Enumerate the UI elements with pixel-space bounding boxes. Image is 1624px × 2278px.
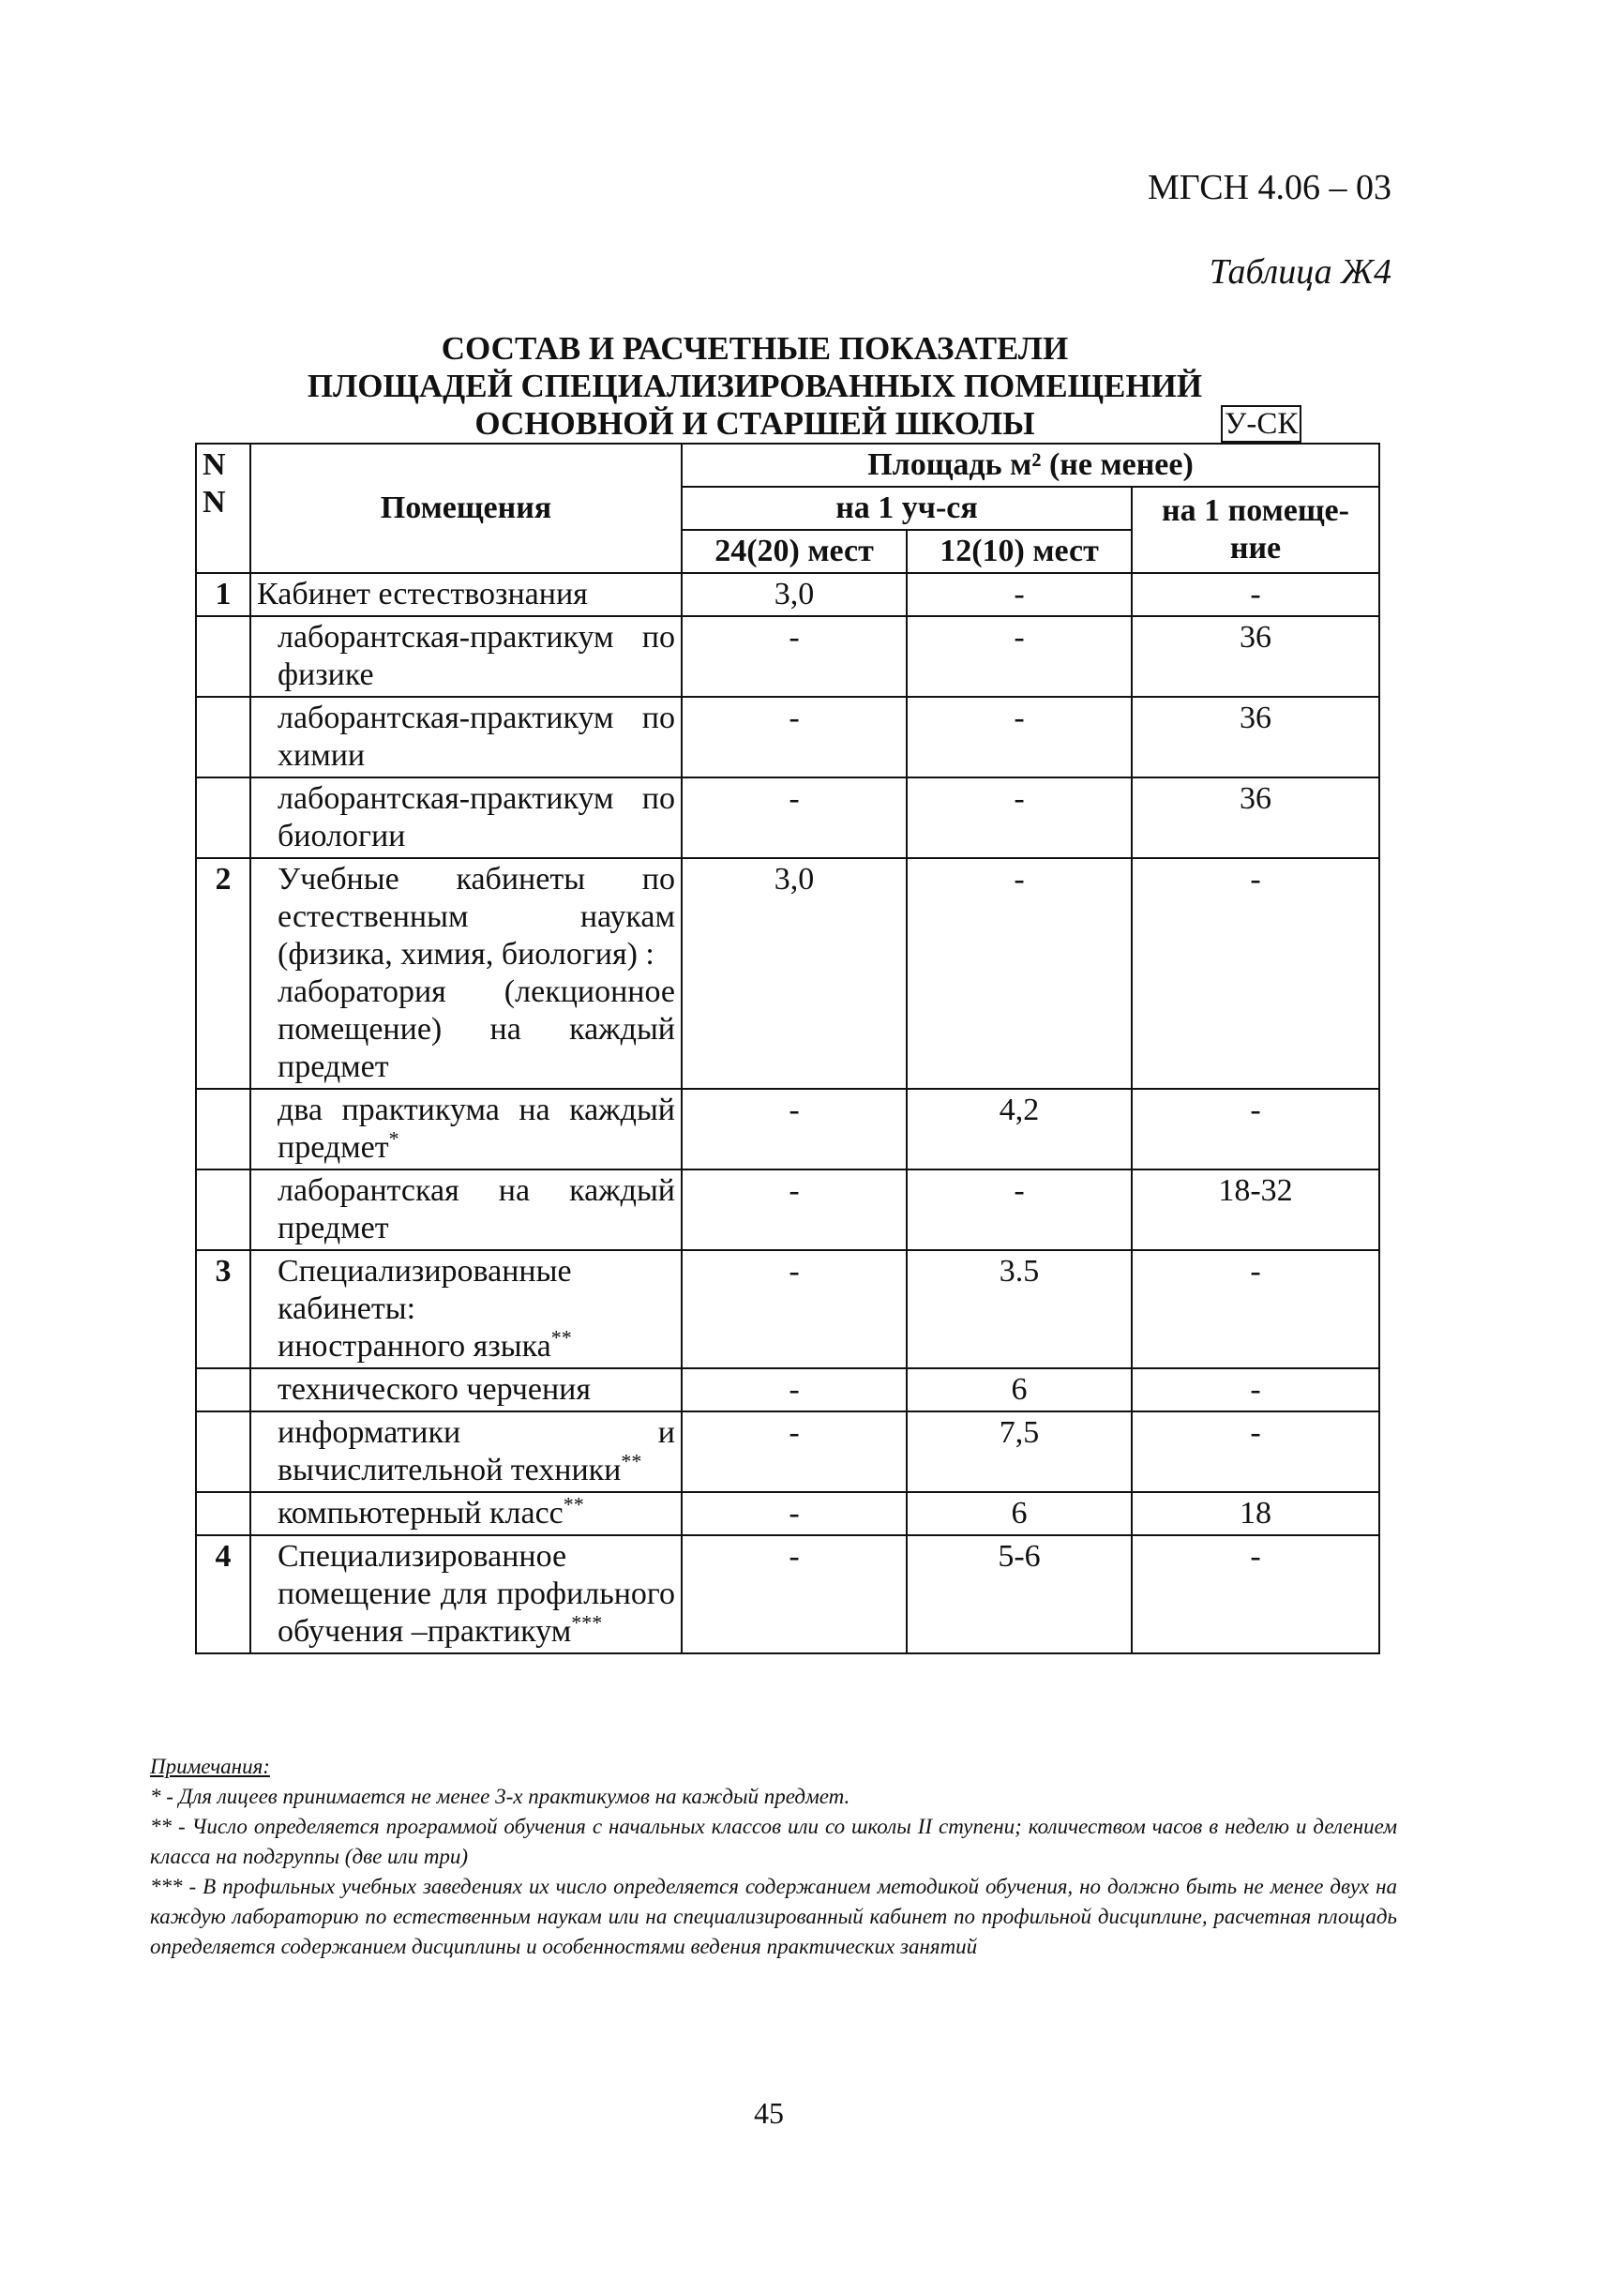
cell-12: - — [907, 697, 1132, 777]
cell-24: - — [682, 616, 907, 697]
row-name: технического черчения — [278, 1372, 591, 1407]
row-number: 1 — [196, 573, 250, 616]
table-row — [196, 697, 1379, 777]
document-code: МГСН 4.06 – 03 — [1147, 168, 1391, 207]
footnote-mark: ** — [563, 1492, 584, 1516]
cell-room: - — [1132, 1089, 1379, 1169]
row-number: 3 — [196, 1250, 250, 1368]
table-row — [196, 858, 1379, 1089]
row-number — [196, 1492, 250, 1535]
cell-24: - — [682, 1535, 907, 1653]
table-row — [196, 1089, 1379, 1169]
table-label: Таблица Ж4 — [1209, 252, 1391, 292]
cell-12: 4,2 — [907, 1089, 1132, 1169]
cell-12: 3.5 — [907, 1250, 1132, 1368]
cell-24: - — [682, 777, 907, 858]
cell-room: 18 — [1132, 1492, 1379, 1535]
cell-24: 3,0 — [682, 573, 907, 616]
title-line-3: ОСНОВНОЙ И СТАРШЕЙ ШКОЛЫ — [474, 405, 1035, 442]
cell-room: 36 — [1132, 616, 1379, 697]
cell-24: - — [682, 1250, 907, 1368]
table-row — [196, 777, 1379, 858]
footnote-2: ** - Число определяется программой обучения с начальных классов или со школы II ступени; количеством часов в неделю и делением класса на подгруппы (две или три) — [150, 1815, 1397, 1868]
row-subname: иностранного языка — [278, 1329, 551, 1364]
row-number — [196, 1169, 250, 1250]
cell-room: - — [1132, 858, 1379, 1089]
category-tag: У-СК — [1221, 405, 1301, 443]
area-table — [195, 443, 1380, 1654]
title-line-2: ПЛОЩАДЕЙ СПЕЦИАЛИЗИРОВАННЫХ ПОМЕЩЕНИЙ — [307, 368, 1203, 404]
cell-room: - — [1132, 1368, 1379, 1411]
footnotes-header: Примечания: — [150, 1755, 270, 1778]
row-name: информатики и вычислительной техники — [278, 1415, 675, 1487]
cell-room: 36 — [1132, 697, 1379, 777]
table-row — [196, 1169, 1379, 1250]
cell-room: - — [1132, 1250, 1379, 1368]
cell-24: - — [682, 1089, 907, 1169]
header-area: Площадь м² (не менее) — [682, 444, 1379, 487]
cell-12: 6 — [907, 1492, 1132, 1535]
row-name: лаборантская на каждый предмет — [278, 1173, 675, 1245]
footnote-mark: *** — [571, 1610, 603, 1635]
footnote-mark: ** — [550, 1325, 572, 1350]
cell-12: 6 — [907, 1368, 1132, 1411]
row-name: Учебные кабинеты по естественным наукам (физика, химия, биология) : — [278, 862, 675, 972]
row-name: лаборантская-практикум по химии — [278, 701, 675, 773]
cell-24: - — [682, 1411, 907, 1492]
row-name: лаборантская-практикум по биологии — [278, 781, 675, 853]
table-row — [196, 1411, 1379, 1492]
row-subname: лаборатория (лекционное помещение) на каждый предмет — [278, 974, 675, 1084]
row-name: Специализированное помещение для профильного обучения –практикум — [278, 1539, 675, 1649]
table-title — [225, 330, 1285, 443]
row-number: 4 — [196, 1535, 250, 1653]
row-number — [196, 777, 250, 858]
cell-room: - — [1132, 573, 1379, 616]
header-per-room: на 1 помеще-ние — [1132, 487, 1379, 573]
table-row — [196, 1535, 1379, 1653]
table-row — [196, 573, 1379, 616]
footnote-mark: * — [388, 1126, 399, 1151]
table-row — [196, 1492, 1379, 1535]
cell-room: 18-32 — [1132, 1169, 1379, 1250]
cell-room: - — [1132, 1535, 1379, 1653]
row-number — [196, 697, 250, 777]
cell-12: 7,5 — [907, 1411, 1132, 1492]
cell-12: - — [907, 858, 1132, 1089]
cell-24: - — [682, 697, 907, 777]
cell-12: - — [907, 1169, 1132, 1250]
cell-12: - — [907, 616, 1132, 697]
header-places-12: 12(10) мест — [907, 530, 1132, 573]
cell-12: 5-6 — [907, 1535, 1132, 1653]
row-name: два практикума на каждый предмет — [278, 1093, 675, 1165]
cell-12: - — [907, 573, 1132, 616]
row-number — [196, 1368, 250, 1411]
row-number — [196, 1411, 250, 1492]
cell-12: - — [907, 777, 1132, 858]
row-number — [196, 616, 250, 697]
footnote-1: * - Для лицеев принимается не менее 3-х практикумов на каждый предмет. — [150, 1785, 850, 1808]
footnote-mark: ** — [621, 1449, 642, 1473]
row-name: Специализированные кабинеты: — [278, 1254, 572, 1326]
row-name: Кабинет естествознания — [250, 573, 682, 616]
row-name: лаборантская-практикум по физике — [278, 620, 675, 692]
table-row — [196, 1368, 1379, 1411]
table-row — [196, 1250, 1379, 1368]
cell-room: 36 — [1132, 777, 1379, 858]
cell-room: - — [1132, 1411, 1379, 1492]
table-row — [196, 616, 1379, 697]
header-per-student: на 1 уч-ся — [682, 487, 1132, 530]
cell-24: - — [682, 1169, 907, 1250]
page-number: 45 — [754, 2096, 784, 2130]
row-name: компьютерный класс — [278, 1496, 564, 1531]
footnotes — [150, 1752, 1397, 1962]
header-places-24: 24(20) мест — [682, 530, 907, 573]
row-number — [196, 1089, 250, 1169]
title-line-1: СОСТАВ И РАСЧЕТНЫЕ ПОКАЗАТЕЛИ — [441, 330, 1069, 367]
header-number: N N — [196, 444, 250, 573]
cell-24: - — [682, 1492, 907, 1535]
footnote-3: *** - В профильных учебных заведениях их число определяется содержанием методикой обучения, но должно быть не менее двух на каждую лабораторию по естественным наукам или на специализированный кабинет по профильной дисциплине, расчетная площадь определяется содержанием дисциплины и особенностями ведения практических занятий — [150, 1875, 1397, 1958]
cell-24: 3,0 — [682, 858, 907, 1089]
cell-24: - — [682, 1368, 907, 1411]
row-number: 2 — [196, 858, 250, 1089]
header-rooms: Помещения — [250, 444, 682, 573]
